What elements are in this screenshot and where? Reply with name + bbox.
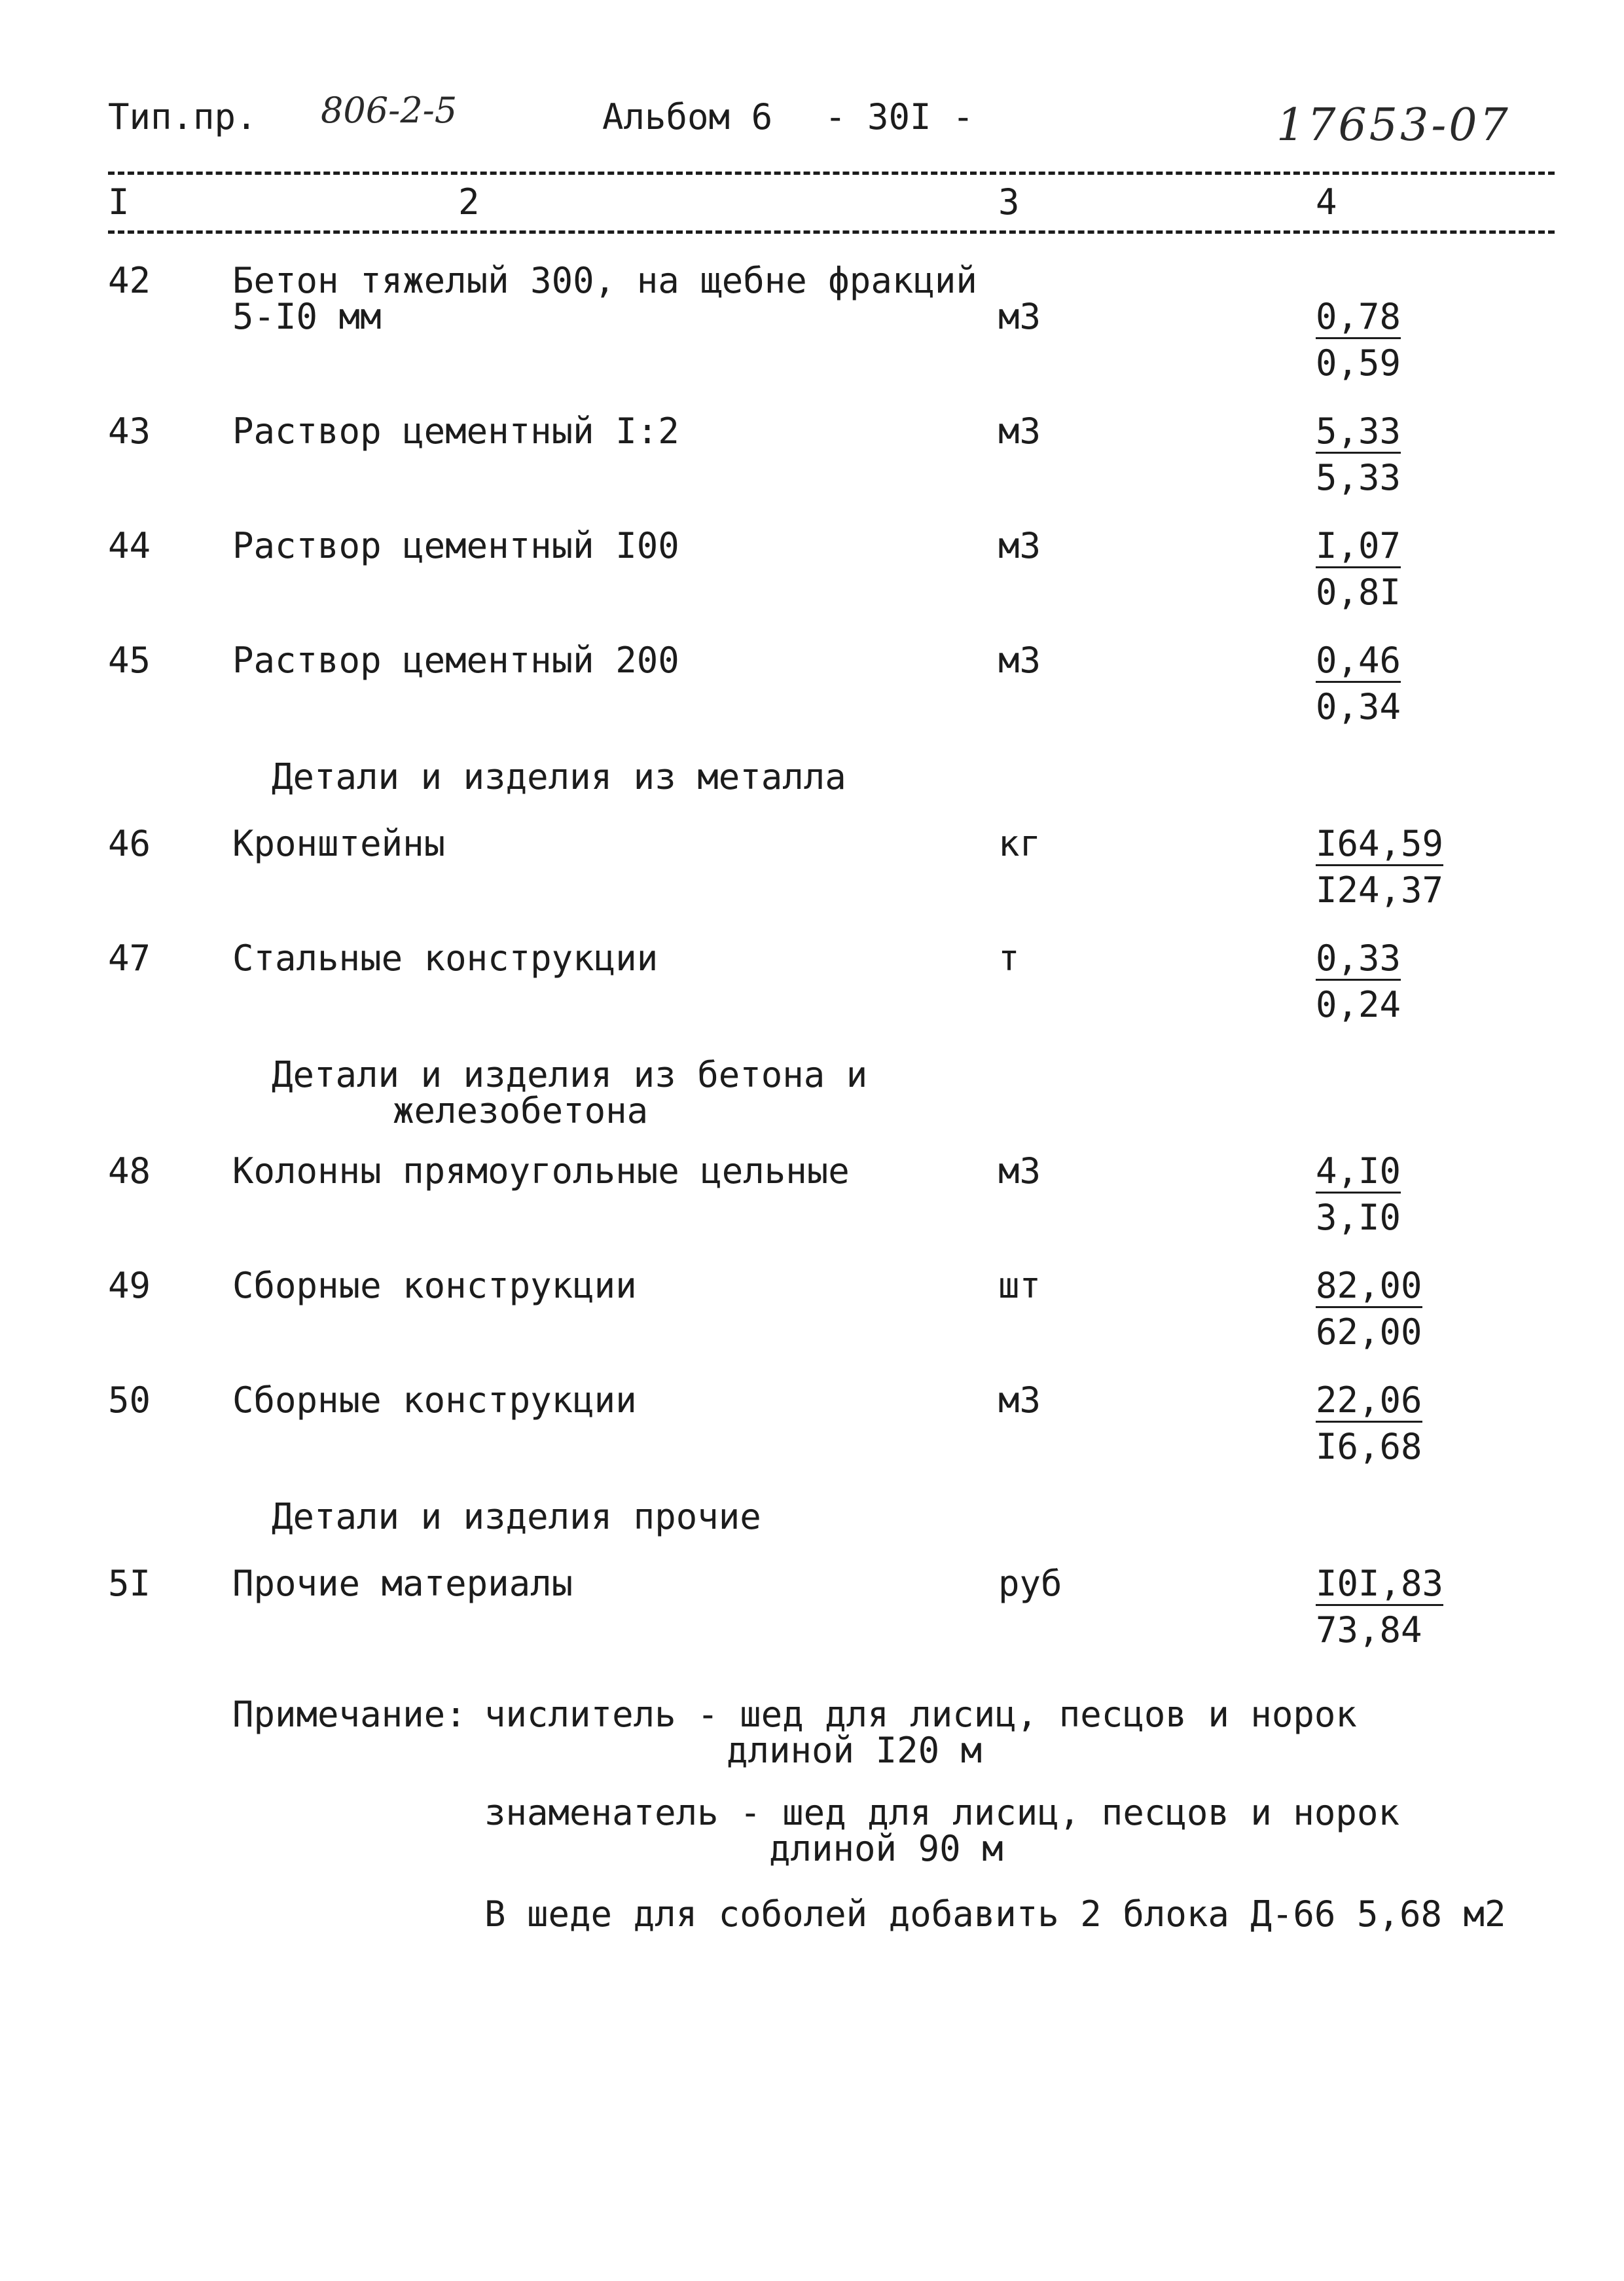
quantity-denominator: 62,00 <box>1316 1311 1422 1353</box>
quantity-denominator: 3,I0 <box>1316 1197 1401 1239</box>
row-quantity <box>1316 527 1401 612</box>
row-name: Кронштейны <box>232 823 446 864</box>
column-header-1: I <box>108 181 130 223</box>
row-quantity <box>1316 1152 1401 1237</box>
row-name: Колонны прямоугольные цельные <box>232 1150 850 1192</box>
row-unit: руб <box>998 1563 1062 1604</box>
row-number: 5I <box>108 1563 151 1604</box>
row-number: 43 <box>108 411 151 452</box>
column-header-2: 2 <box>458 181 480 223</box>
column-header-4: 4 <box>1316 181 1337 223</box>
quantity-numerator: I,07 <box>1316 527 1401 568</box>
section-heading-metal: Детали и изделия из металла <box>272 756 846 797</box>
row-unit: кг <box>998 823 1041 864</box>
quantity-numerator: 22,06 <box>1316 1381 1422 1423</box>
quantity-denominator: I6,68 <box>1316 1426 1422 1468</box>
row-quantity <box>1316 1267 1422 1352</box>
row-name: Стальные конструкции <box>232 938 659 979</box>
row-name: Раствор цементный I:2 <box>232 411 679 452</box>
row-unit: м3 <box>998 296 1041 337</box>
quantity-denominator: 0,8I <box>1316 572 1401 613</box>
quantity-denominator: 73,84 <box>1316 1609 1422 1651</box>
note-denominator-line1: знаменатель - шед для лисиц, песцов и норок <box>484 1792 1399 1833</box>
section-heading-other: Детали и изделия прочие <box>272 1496 761 1537</box>
row-unit: м3 <box>998 1150 1041 1192</box>
quantity-numerator: 4,I0 <box>1316 1152 1401 1194</box>
quantity-numerator: 0,46 <box>1316 642 1401 683</box>
row-quantity <box>1316 940 1401 1025</box>
note-numerator-line2: длиной I20 м <box>727 1730 983 1771</box>
row-quantity <box>1316 1565 1443 1650</box>
project-number: 806-2-5 <box>321 90 458 131</box>
note-numerator-line1: числитель - шед для лисиц, песцов и норок <box>484 1694 1357 1735</box>
section-heading-concrete: Детали и изделия из бетона и <box>272 1054 868 1095</box>
row-quantity <box>1316 642 1401 727</box>
row-unit: м3 <box>998 1379 1041 1421</box>
header-top-rule <box>108 172 1555 175</box>
row-unit: т <box>998 938 1020 979</box>
row-number: 46 <box>108 823 151 864</box>
note-sable-addition: В шеде для соболей добавить 2 блока Д-66 5,68 м2 <box>484 1893 1506 1935</box>
row-name: Сборные конструкции <box>232 1265 637 1306</box>
row-number: 47 <box>108 938 151 979</box>
header-prefix: Тип.пр. <box>108 96 257 137</box>
note-denominator-line2: длиной 90 м <box>769 1828 1003 1869</box>
row-number: 45 <box>108 640 151 681</box>
quantity-numerator: I0I,83 <box>1316 1565 1443 1606</box>
row-quantity <box>1316 412 1401 498</box>
row-number: 48 <box>108 1150 151 1192</box>
row-name: Сборные конструкции <box>232 1379 637 1421</box>
quantity-numerator: 0,33 <box>1316 940 1401 981</box>
column-header-3: 3 <box>998 181 1020 223</box>
quantity-numerator: 82,00 <box>1316 1267 1422 1308</box>
row-number: 42 <box>108 260 151 301</box>
page-number: - 30I - <box>825 96 974 137</box>
row-number: 50 <box>108 1379 151 1421</box>
quantity-numerator: 0,78 <box>1316 298 1401 339</box>
row-name: Раствор цементный I00 <box>232 525 679 566</box>
quantity-numerator: I64,59 <box>1316 825 1443 866</box>
quantity-numerator: 5,33 <box>1316 412 1401 454</box>
row-unit: м3 <box>998 640 1041 681</box>
quantity-denominator: 0,34 <box>1316 686 1401 728</box>
row-name: Раствор цементный 200 <box>232 640 679 681</box>
row-quantity <box>1316 825 1443 910</box>
row-name: Бетон тяжелый 300, на щебне фракций <box>232 260 977 301</box>
row-unit: м3 <box>998 525 1041 566</box>
quantity-denominator: 5,33 <box>1316 457 1401 499</box>
row-number: 49 <box>108 1265 151 1306</box>
row-unit: м3 <box>998 411 1041 452</box>
quantity-denominator: 0,24 <box>1316 984 1401 1026</box>
row-unit: шт <box>998 1265 1041 1306</box>
row-name: 5-I0 мм <box>232 296 382 337</box>
document-number: 17653-07 <box>1276 100 1511 151</box>
quantity-denominator: 0,59 <box>1316 342 1401 384</box>
row-quantity <box>1316 1381 1422 1467</box>
quantity-denominator: I24,37 <box>1316 869 1444 911</box>
album-label: Альбом 6 <box>602 96 773 137</box>
row-name: Прочие материалы <box>232 1563 573 1604</box>
section-heading-concrete-line2: железобетона <box>393 1090 649 1131</box>
row-quantity <box>1316 298 1401 383</box>
row-number: 44 <box>108 525 151 566</box>
header-bottom-rule <box>108 230 1555 234</box>
note-label: Примечание: <box>232 1694 467 1735</box>
